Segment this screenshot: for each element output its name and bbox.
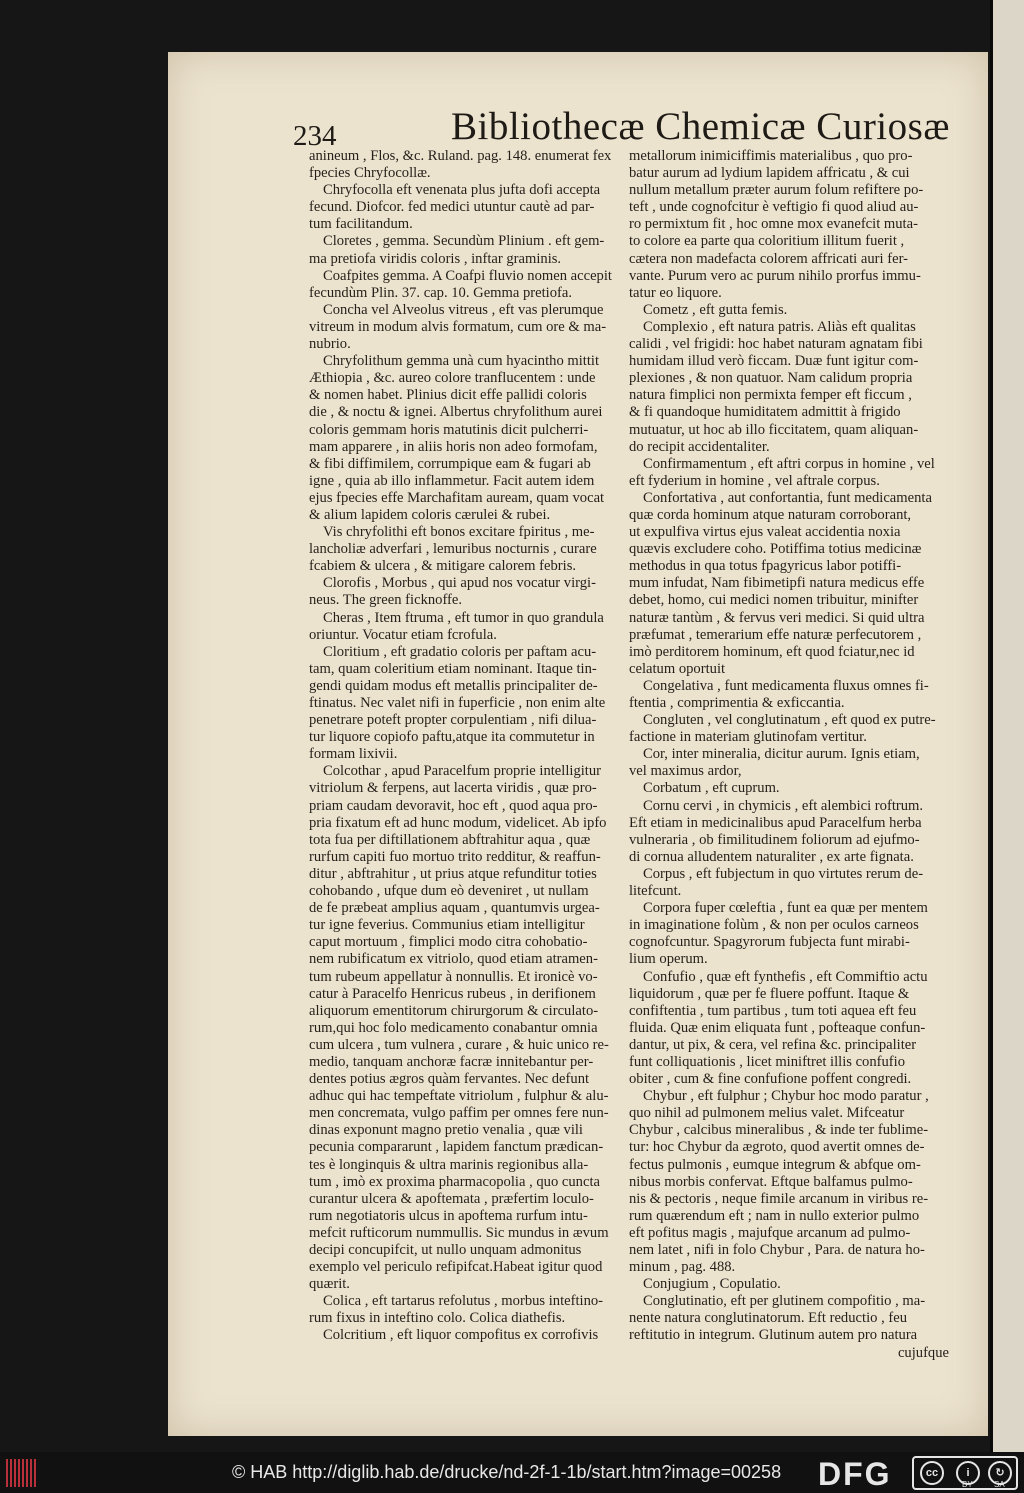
text-line: dantur, ut pix, & cera, vel refina &c. principaliter <box>629 1036 917 1053</box>
text-line: catur à Paracelfo Henricus rubeus , in derifionem <box>309 985 596 1002</box>
text-line: tum rubeum appellatur à nonnullis. Et ironicè vo- <box>309 968 598 985</box>
text-line: minum , pag. 488. <box>629 1259 736 1276</box>
cc-license-badge[interactable] <box>912 1456 1018 1490</box>
text-line: metallorum inimiciffimis materialibus , quo pro- <box>629 148 913 164</box>
text-line: cætera non madefacta colorem affricati auri fer- <box>629 250 908 267</box>
text-line: præfumat , temerarium effe naturæ perfecutorem , <box>629 626 922 643</box>
by-label: BY <box>962 1480 973 1489</box>
text-line: obiter , cum & fine confufione poffent congredi. <box>629 1071 912 1088</box>
text-line: vel maximus ardor, <box>629 763 742 780</box>
text-line: nullum metallum præter aurum folum refiftere po- <box>629 182 924 199</box>
text-line: eft pofitus magis , majufque arcanum ad pulmo- <box>629 1224 911 1241</box>
text-line: ro permixtum fit , hoc omne mox evanefcit muta- <box>629 216 918 233</box>
text-line: nem latet , nifi in folo Chybur , Para. de natura ho- <box>629 1242 925 1258</box>
sa-icon: ↻ <box>988 1461 1012 1485</box>
text-line: nis & pectoris , neque fimile arcanum in viribus re- <box>629 1190 929 1207</box>
text-line: nibus morbis confervat. Eftque balfamus pulmo- <box>629 1173 913 1190</box>
cc-icon: cc <box>920 1461 944 1485</box>
text-line: celatum oportuit <box>629 660 726 677</box>
text-line: Cloretes , gemma. Secundùm Plinium . eft gem- <box>323 233 605 250</box>
text-line: tur: hoc Chybur da ægroto, quod avertit omnes de- <box>629 1139 925 1156</box>
text-line: Cometz , eft gutta femis. <box>643 301 788 318</box>
text-line: debet, homo, cui medici nomen tribuitur, minifter <box>629 592 919 609</box>
text-line: ejus fpecies effe Marchafitam auream, quam vocat <box>309 489 605 506</box>
text-line: Corpus , eft fubjectum in quo virtutes rerum de- <box>643 865 924 882</box>
text-line: cognofcuntur. Spagyrorum fubjecta funt mirabi- <box>629 934 910 951</box>
text-line: gendi quidam modus eft metallis principaliter de- <box>309 677 598 694</box>
text-line: tam, quam coleritium etiam nominant. Itaque tin- <box>309 660 597 677</box>
text-line: Cloritium , eft gradatio coloris per paftam acu- <box>323 643 597 660</box>
text-line: curantur ulcera & apoftemata , præfertim loculo- <box>309 1190 594 1207</box>
text-line: ditur , abftrahitur , ut prius atque refunditur toties <box>309 865 597 882</box>
text-line: formam lixivii. <box>309 746 398 763</box>
text-line: aliquorum ementitorum chirurgorum & circulato- <box>309 1002 599 1019</box>
running-title: Bibliothecæ Chemicæ Curiosæ <box>451 105 950 148</box>
text-line: fpecies Chryfocollæ. <box>309 165 431 182</box>
text-line: de fe præbeat amplius aquam , quantumvis urgea- <box>309 900 600 917</box>
text-line: exemplo vel periculo refipifcat.Habeat igitur quod <box>309 1259 603 1276</box>
text-line: humidam illud verò ficcam. Duæ funt igitur com- <box>629 353 919 370</box>
text-line: do recipit accidentaliter. <box>629 438 770 455</box>
text-line: to colore ea parte qua coloritium illitum fuerit , <box>629 233 905 250</box>
text-line: fectus pulmonis , eumque integrum & abfque om- <box>629 1156 921 1173</box>
text-line: Vis chryfolithi eft bonos excitare fpiritus , me- <box>323 524 595 541</box>
text-line: fcabiem & ulcera , & mitigare calorem febris. <box>309 558 577 575</box>
text-line: funt colliquationis , licet miniftret illis confufio <box>629 1053 906 1070</box>
text-line: Cor, inter mineralia, dicitur aurum. Ignis etiam, <box>643 746 920 763</box>
text-line: men concremata, vulgo paffim per omnes fere nun- <box>309 1105 609 1122</box>
text-line: ftentia , comprimentia & exficcantia. <box>629 695 845 711</box>
text-line: quævis excludere coho. Potiffima totius medicinæ <box>629 541 922 558</box>
text-line: Eft etiam in medicinalibus apud Paracelfum herba <box>629 814 922 831</box>
text-line: dentes potius ægros quàm fervantes. Nec defunt <box>309 1071 590 1088</box>
text-line: Corbatum , eft cuprum. <box>643 780 780 797</box>
text-line: oriuntur. Vocatur etiam fcrofula. <box>309 626 497 643</box>
text-line: rum negotiatoris ulcus in apoftema rurfum intu- <box>309 1207 588 1224</box>
text-line: Colica , eft tartarus refolutus , morbus inteftino- <box>323 1293 604 1310</box>
text-line: Chybur , eft fulphur ; Chybur hoc modo paratur , <box>643 1088 929 1105</box>
text-line: Chryfocolla eft venenata plus jufta dofi accepta <box>323 182 601 199</box>
text-line: calidi , vel frigidi: hoc habet naturam agnatam fibi <box>629 336 923 353</box>
page-header <box>293 104 993 152</box>
text-line: Cornu cervi , in chymicis , eft alembici roftrum. <box>643 797 924 814</box>
text-line: neus. The green ficknoffe. <box>309 592 463 609</box>
text-line: eft fyderium in homine , vel aftrale corpus. <box>629 472 880 489</box>
text-line: anineum , Flos, &c. Ruland. pag. 148. enumerat fex <box>309 148 612 164</box>
text-line: die , & noctu & ignei. Albertus chryfolithum aurei <box>309 404 603 421</box>
text-line: vulneraria , ob fimilitudinem foliorum ad ejufmo- <box>629 831 920 848</box>
text-line: Congluten , vel conglutinatum , eft quod ex putre- <box>643 712 936 729</box>
text-line: igne , quia ab illo inflammetur. Facit autem idem <box>309 472 595 489</box>
text-line: liquidorum , quæ per fe fluere poffunt. Itaque & <box>629 985 910 1002</box>
dfg-logo: DFG <box>818 1456 892 1492</box>
text-line: rum,qui hoc folo medicamento conabantur omnia <box>309 1019 598 1036</box>
text-line: tur igne feverius. Communius etiam intelligitur <box>309 917 585 934</box>
by-icon: i <box>956 1461 980 1485</box>
barcode-icon <box>6 1459 36 1487</box>
text-line: nem rubificatum ex vitriolo, quod etiam atramen- <box>309 951 598 968</box>
text-line: Colcritium , eft liquor compofitus ex corrofivis <box>323 1327 599 1344</box>
sa-label: SA <box>994 1480 1005 1489</box>
text-line: cum ulcera , tum vulnera , curare , & huic unico re- <box>309 1036 609 1053</box>
text-line: quæ corda hominum atque naturam corroborant, <box>629 506 912 523</box>
text-line: tum , imò ex proxima pharmacopolia , quo cuncta <box>309 1173 600 1190</box>
text-line: fecundùm Plin. 37. cap. 10. Gemma pretiofa. <box>309 284 573 301</box>
text-line: nente natura conglutinatorum. Eft reductio , feu <box>629 1310 907 1327</box>
text-line: & nomen habet. Plinius dicit effe pallidi coloris <box>309 387 587 404</box>
text-line: Confortativa , aut confortantia, funt medicamenta <box>643 489 932 506</box>
text-line: ftinatus. Nec valet nifi in fuperficie , non enim alte <box>309 695 606 711</box>
text-line: & alium lapidem coloris cærulei & rubei. <box>309 506 551 523</box>
text-line: Chybur , calcibus mineralibus , & inde ter fublime- <box>629 1122 929 1139</box>
text-line: Æthiopia , &c. aureo colore tranflucentem : unde <box>309 370 596 387</box>
text-line: rurfum capiti fuo mortuo trito redditur, & reaffun- <box>309 848 601 865</box>
text-line: di cornua alludentem naturaliter , ex arte fignata. <box>629 848 914 865</box>
text-line: in imaginatione folùm , & non per oculos carneos <box>629 917 919 934</box>
text-line: confiftentia , tum partibus , tum toti aquea eft feu <box>629 1002 917 1019</box>
text-line: Conglutinatio, eft per glutinem compofitio , ma- <box>643 1293 926 1310</box>
text-line: natura fimplici non permixta femper eft ficcum , <box>629 387 912 404</box>
text-line: ma pretiofa viridis coloris , inftar graminis. <box>309 250 562 267</box>
text-line: plexiones , & non quatuor. Nam calidum propria <box>629 370 913 387</box>
text-line: Complexio , eft natura patris. Aliàs eft qualitas <box>643 318 916 335</box>
text-line: fecund. Diofcor. fed medici utuntur cautè ad par- <box>309 199 595 216</box>
text-line: reftitutio in integrum. Glutinum autem pro natura <box>629 1327 918 1344</box>
text-line: rum fixus in inteftino colo. Colica diathefis. <box>309 1310 566 1327</box>
text-line: rum quærendum eft ; nam in nullo exterior pulmo <box>629 1207 920 1224</box>
text-line: methodus in qua totus fpagyricus labor potiffi- <box>629 558 902 575</box>
text-line: Corpora fuper cœleftia , funt ea quæ per mentem <box>643 900 928 917</box>
text-line: Chryfolithum gemma unà cum hyacintho mittit <box>323 353 600 370</box>
text-line: & fibi diffimilem, corrumpique eam & fugari ab <box>309 455 591 472</box>
footer-bar <box>0 1452 1024 1493</box>
text-line: mutuatur, ut hoc ab illo ficcitatem, quam aliquan- <box>629 421 919 438</box>
text-line: adhuc qui hac tempeftate vitriolum , fulphur & alu- <box>309 1088 609 1105</box>
text-line: tes è longinquis & ultra marinis regionibus alla- <box>309 1156 589 1173</box>
text-line: Concha vel Alveolus vitreus , eft vas plerumque <box>323 301 604 318</box>
text-column-right <box>629 148 949 1362</box>
text-line: coloris gemmam horis matutinis dicit pulcherri- <box>309 421 589 438</box>
text-line: Colcothar , apud Paracelfum proprie intelligitur <box>323 763 602 780</box>
text-line: ut expulfiva virtus ejus valeat accidentia noxia <box>629 524 901 541</box>
text-line: Cheras , Item ftruma , eft tumor in quo grandula <box>323 609 604 626</box>
text-line: nubrio. <box>309 336 351 353</box>
text-line: tota fua per diftillationem abftrahitur aqua , quæ <box>309 831 591 848</box>
text-line: vitreum in modum alvis formatum, cum ore & ma- <box>309 318 607 335</box>
text-line: lium operum. <box>629 951 708 968</box>
text-line: priam caudam devoravit, hoc eft , quod aqua pro- <box>309 797 598 814</box>
text-line: caput mortuum , fimplici modo citra cohobatio- <box>309 934 588 951</box>
text-line: tatur eo liquore. <box>629 284 722 301</box>
text-line: Conjugium , Copulatio. <box>643 1276 781 1293</box>
text-line: teft , unde cognofcitur è veftigio fi quod aliud au- <box>629 199 919 216</box>
text-line: quo nihil ad pulmonem melius valet. Mifceatur <box>629 1105 905 1122</box>
text-line: & fi quandoque humiditatem admittit à frigido <box>629 404 901 421</box>
text-line: naturæ tantùm , & fervus veri medici. Si quid ultra <box>629 609 925 626</box>
text-line: decipi concupifcit, ut nullo unquam admonitus <box>309 1242 582 1258</box>
text-line: Confufio , quæ eft fynthefis , eft Commiftio actu <box>643 968 928 985</box>
footer-copyright-link[interactable]: © HAB http://diglib.hab.de/drucke/nd-2f-1-1b/start.htm?image=00258 <box>232 1462 782 1482</box>
text-line: Clorofis , Morbus , qui apud nos vocatur virgi- <box>323 575 596 592</box>
text-line: dinas exponunt magno pretio venalia , quæ vili <box>309 1122 583 1139</box>
text-line: imò perditorem hominum, eft quod fciatur,nec id <box>629 643 915 660</box>
text-line: penetrare poteft propter corpulentiam , nifi dilua- <box>309 712 597 729</box>
text-line: Confirmamentum , eft aftri corpus in homine , vel <box>643 455 935 472</box>
text-line: tum facilitandum. <box>309 216 413 233</box>
text-line: mefcit rufticorum nummullis. Sic mundus in ævum <box>309 1224 609 1241</box>
text-line: cohobando , ufque dum eò deveniret , ut nullam <box>309 883 589 900</box>
text-line: mum infudat, Nam fibimetipfi natura medicus effe <box>629 575 925 592</box>
next-page-edge <box>990 0 1024 1452</box>
page-number: 234 <box>293 120 337 152</box>
text-line: pecunia compararunt , lapidem fanctum prædican- <box>309 1139 604 1156</box>
text-line: Congelativa , funt medicamenta fluxus omnes fi- <box>643 677 929 694</box>
text-line: batur aurum ad lydium lapidem affricatu , & cui <box>629 165 910 182</box>
text-line: Coafpites gemma. A Coafpi fluvio nomen accepit <box>323 267 612 284</box>
text-line: medio, tanquam anchoræ facræ innitebantur per- <box>309 1053 594 1070</box>
text-line: factione in materiam glutinofam vertitur. <box>629 729 867 746</box>
text-line: mam apparere , in aliis horis non adeo formofam, <box>309 438 598 455</box>
text-line: pria fixatum eft ad hunc modum, videlicet. Ab ipfo <box>309 814 607 831</box>
text-line: lancholiæ adverfari , lemuribus nocturnis , curare <box>309 541 597 558</box>
text-line: tur liquore copiofo paftu,atque ita commutetur in <box>309 729 595 746</box>
text-line: cujufque <box>897 1344 949 1361</box>
text-column-left <box>309 148 629 1345</box>
text-line: litefcunt. <box>629 883 682 900</box>
text-line: quærit. <box>309 1276 350 1293</box>
text-line: fluida. Quæ enim eliquata funt , pofteaque confun- <box>629 1019 926 1036</box>
text-line: vitriolum & ferpens, aut lacerta viridis , quæ pro- <box>309 780 597 797</box>
text-line: vante. Purum vero ac purum nihilo prorfus immu- <box>629 267 921 284</box>
